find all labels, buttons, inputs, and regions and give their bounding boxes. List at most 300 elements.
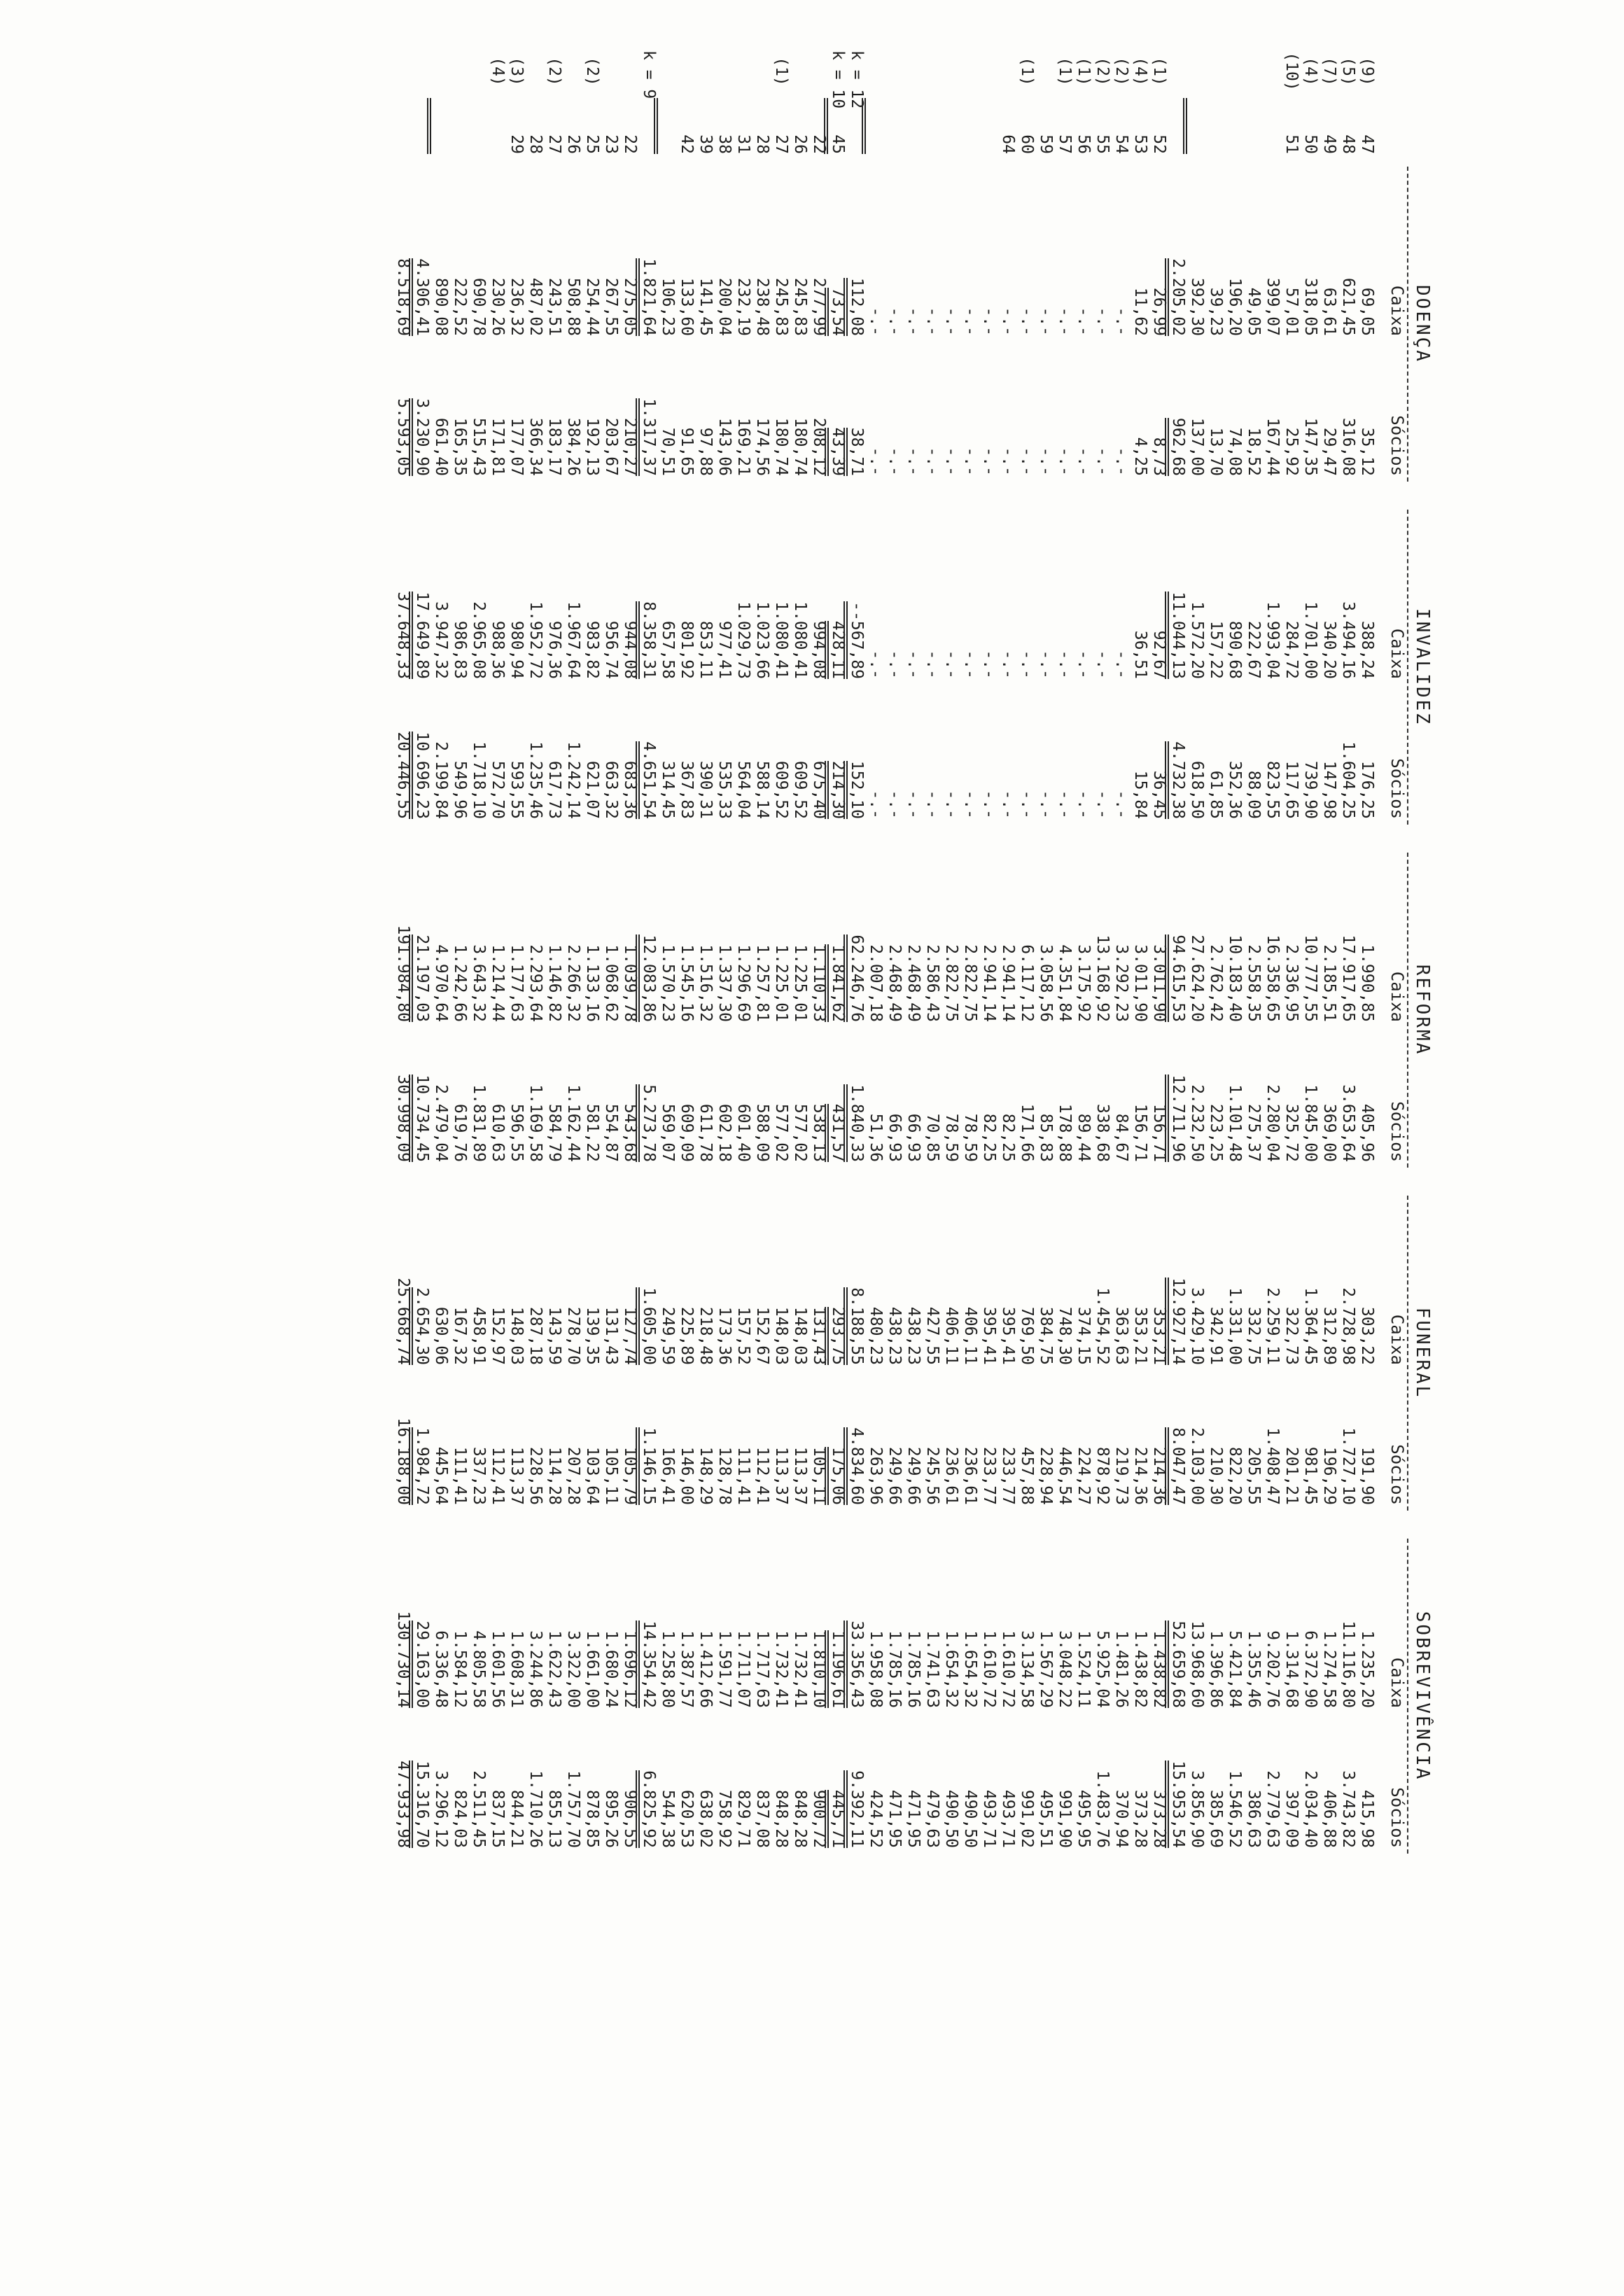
cell-socios <box>847 1714 866 1854</box>
cell-socios <box>545 685 564 825</box>
cell-caixa <box>923 1196 941 1371</box>
cell-socios <box>752 342 771 482</box>
cell-socios <box>979 1028 998 1168</box>
cell-caixa <box>677 167 696 342</box>
cell-value: 139,35 <box>583 1306 601 1365</box>
cell-caixa <box>1320 167 1338 342</box>
table-row <box>885 14 904 2233</box>
cell-socios <box>715 1028 734 1168</box>
cell-caixa <box>1282 853 1301 1028</box>
cell-caixa <box>1055 1196 1074 1371</box>
cell-caixa <box>677 1539 696 1714</box>
cell-value: 977,41 <box>715 620 734 679</box>
cell-socios <box>1017 1714 1036 1854</box>
cell-value: 1.840,33 <box>844 1084 866 1162</box>
row-label <box>941 14 960 167</box>
cell-value: 1.364,45 <box>1301 1287 1320 1365</box>
cell-caixa <box>620 510 639 685</box>
cell-caixa <box>904 1196 923 1371</box>
row-age-label <box>654 98 658 154</box>
cell-socios <box>450 1714 469 1854</box>
cell-value: -.- <box>980 447 998 476</box>
cell-socios <box>1357 685 1376 825</box>
cell-socios <box>1225 342 1244 482</box>
cell-value: 1.584,12 <box>451 1630 469 1708</box>
cell-socios <box>998 685 1017 825</box>
cell-caixa <box>1301 1196 1320 1371</box>
table-row <box>1074 14 1093 2233</box>
cell-caixa <box>431 510 450 685</box>
cell-socios <box>696 1028 715 1168</box>
cell-value: 1.068,62 <box>602 944 620 1022</box>
cell-value: 1.757,70 <box>564 1770 582 1848</box>
table-row <box>1055 14 1074 2233</box>
cell-value: 3.134,58 <box>1018 1630 1036 1708</box>
cell-caixa <box>412 510 431 685</box>
cell-value: -.- <box>886 307 904 336</box>
cell-socios <box>923 1714 941 1854</box>
cell-value: 233,77 <box>980 1446 998 1505</box>
cell-caixa <box>809 1196 828 1371</box>
cell-caixa <box>507 1539 526 1714</box>
cell-socios <box>658 1028 677 1168</box>
cell-value: 13,70 <box>1207 427 1225 476</box>
cell-value: --567,89 <box>844 601 866 679</box>
cell-socios <box>1036 1371 1055 1511</box>
cell-value: 312,89 <box>1320 1306 1338 1365</box>
cell-socios <box>639 1371 658 1511</box>
cell-caixa <box>1320 510 1338 685</box>
cell-caixa <box>696 167 715 342</box>
cell-socios <box>1093 342 1112 482</box>
cell-socios <box>752 1714 771 1854</box>
cell-caixa <box>866 1196 885 1371</box>
cell-value: 18,52 <box>1245 427 1263 476</box>
cell-caixa <box>960 853 979 1028</box>
cell-value: -.- <box>1056 307 1074 336</box>
cell-value: 490,50 <box>961 1789 979 1848</box>
cell-socios <box>866 1714 885 1854</box>
cell-value: 176,25 <box>1358 760 1376 819</box>
cell-value: 39,23 <box>1207 287 1225 336</box>
row-age-label: 31 <box>734 134 752 154</box>
row-label <box>923 14 941 167</box>
cell-value: -.- <box>1112 650 1130 679</box>
cell-value: 2.654,30 <box>409 1287 431 1365</box>
cell-socios <box>1074 1371 1093 1511</box>
row-age-label: 45 <box>824 98 847 154</box>
cell-value: 6.372,90 <box>1301 1630 1320 1708</box>
cell-value: 390,31 <box>696 760 715 819</box>
cell-caixa <box>809 167 828 342</box>
cell-value: 1.029,73 <box>734 601 752 679</box>
col-head-socios: Sócios <box>1387 1444 1407 1505</box>
cell-socios <box>828 1714 847 1854</box>
cell-caixa <box>1357 167 1376 342</box>
cell-socios <box>450 1028 469 1168</box>
cell-value: 630,06 <box>432 1306 450 1365</box>
cell-socios <box>1244 342 1263 482</box>
cell-value: 325,72 <box>1282 1103 1301 1162</box>
col-head-caixa: Caixa <box>1387 285 1407 336</box>
row-label <box>998 14 1017 167</box>
cell-caixa <box>1149 510 1168 685</box>
cell-socios <box>960 342 979 482</box>
cell-value: 1.741,63 <box>923 1630 941 1708</box>
row-label <box>620 14 639 167</box>
cell-value: 991,90 <box>1056 1789 1074 1848</box>
row-label <box>1338 14 1357 167</box>
cell-value: 49,05 <box>1245 287 1263 336</box>
cell-caixa <box>1282 510 1301 685</box>
cell-value: 661,40 <box>432 417 450 476</box>
cell-value: 3.230,90 <box>409 398 431 476</box>
cell-caixa <box>979 1539 998 1714</box>
cell-value: 15.316,70 <box>409 1760 431 1848</box>
cell-value: 66,93 <box>886 1113 904 1162</box>
cell-socios <box>1263 342 1282 482</box>
row-label <box>1093 14 1112 167</box>
row-age-label: 26 <box>791 134 809 154</box>
cell-value: 1.958,08 <box>867 1630 885 1708</box>
cell-value: 554,87 <box>602 1103 620 1162</box>
cell-value: 13.968,60 <box>1188 1620 1206 1708</box>
cell-value: 57,01 <box>1282 287 1301 336</box>
cell-socios <box>1112 1028 1130 1168</box>
cell-value: -.- <box>1112 307 1130 336</box>
cell-caixa <box>1187 1539 1206 1714</box>
cell-value: 303,22 <box>1358 1306 1376 1365</box>
cell-value: 236,61 <box>961 1446 979 1505</box>
cell-caixa <box>828 510 847 685</box>
cell-value: 609,09 <box>678 1103 696 1162</box>
cell-caixa <box>923 510 941 685</box>
cell-value: 577,02 <box>772 1103 790 1162</box>
cell-value: 569,07 <box>659 1103 677 1162</box>
cell-socios <box>734 1371 752 1511</box>
cell-value: 152,10 <box>844 761 866 819</box>
cell-socios <box>941 342 960 482</box>
cell-caixa <box>866 1539 885 1714</box>
cell-caixa <box>847 510 866 685</box>
table-row <box>677 14 696 2233</box>
cell-caixa <box>564 853 582 1028</box>
cell-socios <box>715 1371 734 1511</box>
cell-value: 1.396,86 <box>1207 1630 1225 1708</box>
cell-caixa <box>1130 1539 1149 1714</box>
cell-caixa <box>620 1539 639 1714</box>
cell-value: 17.649,89 <box>409 592 431 679</box>
cell-value: -.- <box>904 650 923 679</box>
cell-value: 105,11 <box>602 1446 620 1505</box>
cell-value: 238,48 <box>753 277 771 336</box>
cell-socios <box>1320 1028 1338 1168</box>
cell-value: 2.259,11 <box>1264 1287 1282 1365</box>
cell-socios <box>1149 1714 1168 1854</box>
cell-socios <box>923 1028 941 1168</box>
cell-value: 3.429,10 <box>1188 1287 1206 1365</box>
table-row <box>1036 14 1055 2233</box>
cell-value: 663,32 <box>602 760 620 819</box>
cell-caixa <box>866 510 885 685</box>
cell-value: 438,23 <box>904 1306 923 1365</box>
cell-value: 47.933,98 <box>394 1760 412 1848</box>
cell-value: 617,73 <box>545 760 564 819</box>
cell-value: -.- <box>1037 447 1055 476</box>
cell-value: 30.998,09 <box>394 1074 412 1162</box>
table-row <box>564 14 582 2233</box>
cell-socios <box>469 1371 488 1511</box>
cell-socios <box>1074 1028 1093 1168</box>
cell-socios <box>564 342 582 482</box>
cell-socios <box>507 1714 526 1854</box>
cell-socios <box>1036 1028 1055 1168</box>
cell-value: 1.696,12 <box>621 1630 639 1708</box>
cell-value: 10.183,40 <box>1226 934 1244 1022</box>
cell-value: 82,25 <box>999 1113 1017 1162</box>
cell-value: 278,70 <box>564 1306 582 1365</box>
cell-socios <box>393 1028 412 1168</box>
cell-value: -.- <box>1112 790 1130 819</box>
row-label <box>658 14 677 167</box>
cell-caixa <box>1338 167 1357 342</box>
cell-socios <box>526 342 545 482</box>
cell-caixa <box>696 1196 715 1371</box>
cell-socios <box>904 1371 923 1511</box>
cell-socios <box>771 1714 790 1854</box>
cell-caixa <box>1338 853 1357 1028</box>
cell-socios <box>658 342 677 482</box>
cell-socios <box>752 685 771 825</box>
cell-value: 340,20 <box>1320 620 1338 679</box>
cell-value: 980,94 <box>507 620 526 679</box>
cell-caixa <box>1301 853 1320 1028</box>
cell-socios <box>734 342 752 482</box>
row-label <box>960 14 979 167</box>
cell-value: 218,48 <box>696 1306 715 1365</box>
cell-socios <box>469 342 488 482</box>
row-age-label: 64 <box>999 134 1017 154</box>
cell-caixa <box>734 1539 752 1714</box>
cell-socios <box>734 1028 752 1168</box>
cell-value: 177,07 <box>507 417 526 476</box>
table-row <box>601 14 620 2233</box>
cell-value: 78,59 <box>961 1113 979 1162</box>
cell-value: 610,63 <box>489 1103 507 1162</box>
cell-caixa <box>1112 510 1130 685</box>
cell-value: 113,37 <box>507 1446 526 1505</box>
cell-value: 373,28 <box>1131 1789 1149 1848</box>
cell-value: 112,41 <box>489 1446 507 1505</box>
cell-caixa <box>658 510 677 685</box>
cell-value: 1.654,32 <box>942 1630 960 1708</box>
cell-value: 1.591,77 <box>715 1630 734 1708</box>
cell-caixa <box>1282 1196 1301 1371</box>
cell-value: 2.280,04 <box>1264 1084 1282 1162</box>
cell-value: 1.608,31 <box>507 1630 526 1708</box>
cell-value: 1.258,80 <box>659 1630 677 1708</box>
cell-caixa <box>526 853 545 1028</box>
cell-caixa <box>998 510 1017 685</box>
cell-caixa <box>1320 1196 1338 1371</box>
cell-caixa <box>828 1539 847 1714</box>
cell-value: 2.468,49 <box>904 944 923 1022</box>
cell-caixa <box>620 167 639 342</box>
cell-value: 2.586,43 <box>923 944 941 1022</box>
cell-value: 363,63 <box>1112 1306 1130 1365</box>
cell-value: 180,74 <box>772 417 790 476</box>
table-row <box>1130 14 1149 2233</box>
cell-value: 169,21 <box>734 417 752 476</box>
cell-socios <box>752 1028 771 1168</box>
cell-value: 844,21 <box>507 1789 526 1848</box>
cell-socios <box>431 1371 450 1511</box>
cell-socios <box>809 685 828 825</box>
cell-value: 191.984,80 <box>394 925 412 1022</box>
row-label <box>1017 14 1036 167</box>
row-count-label: (4) <box>1131 57 1149 86</box>
cell-value: 1.831,89 <box>470 1084 488 1162</box>
cell-value: 245,56 <box>923 1446 941 1505</box>
row-age-label: 26 <box>564 134 582 154</box>
cell-caixa <box>1338 1539 1357 1714</box>
cell-value: 5.593,05 <box>394 398 412 476</box>
cell-caixa <box>526 167 545 342</box>
cell-value: -.- <box>1093 790 1112 819</box>
cell-value: 683,36 <box>621 760 639 819</box>
cell-caixa <box>526 1539 545 1714</box>
cell-value: 3.011,90 <box>1131 944 1149 1022</box>
cell-value: 89,44 <box>1074 1113 1093 1162</box>
subtotal-row <box>412 14 431 2233</box>
cell-socios <box>828 342 847 482</box>
cell-socios <box>526 1714 545 1854</box>
cell-socios <box>809 1714 828 1854</box>
row-label <box>1074 14 1093 167</box>
row-label <box>469 14 488 167</box>
cell-value: 147,35 <box>1301 417 1320 476</box>
cell-value: 493,71 <box>980 1789 998 1848</box>
row-label <box>488 14 507 167</box>
row-label <box>752 14 771 167</box>
cell-socios <box>1357 1028 1376 1168</box>
cell-socios <box>828 1371 847 1511</box>
cell-value: 508,88 <box>564 277 582 336</box>
cell-socios <box>1206 342 1225 482</box>
cell-value: 232,19 <box>734 277 752 336</box>
cell-caixa <box>696 510 715 685</box>
cell-value: 214,36 <box>1131 1446 1149 1505</box>
cell-value: 94.615,53 <box>1165 934 1187 1022</box>
cell-value: 174,56 <box>753 417 771 476</box>
cell-socios <box>904 1028 923 1168</box>
cell-value: 1.242,14 <box>564 741 582 819</box>
cell-caixa <box>1036 1539 1055 1714</box>
cell-value: 3.048,22 <box>1056 1630 1074 1708</box>
cell-socios <box>1036 342 1055 482</box>
cell-value: 1.355,46 <box>1245 1630 1263 1708</box>
row-age-label: 55 <box>1093 134 1112 154</box>
cell-socios <box>941 685 960 825</box>
cell-socios <box>1149 1371 1168 1511</box>
cell-value: 33.356,43 <box>844 1620 866 1708</box>
row-count-label: (4) <box>489 57 507 86</box>
cell-value: 543,68 <box>621 1103 639 1162</box>
cell-value: 275,05 <box>621 277 639 336</box>
cell-socios <box>582 1028 601 1168</box>
cell-value: 2.822,75 <box>942 944 960 1022</box>
cell-value: 6.825,92 <box>636 1770 658 1848</box>
cell-caixa <box>941 1539 960 1714</box>
cell-caixa <box>923 853 941 1028</box>
cell-value: 1.177,63 <box>507 944 526 1022</box>
cell-socios <box>1301 1371 1320 1511</box>
cell-caixa <box>1263 510 1282 685</box>
cell-caixa <box>564 1539 582 1714</box>
cell-value: 196,20 <box>1226 277 1244 336</box>
cell-caixa <box>658 853 677 1028</box>
cell-value: 205,55 <box>1245 1446 1263 1505</box>
cell-caixa <box>545 853 564 1028</box>
cell-value: 37.648,33 <box>394 592 412 679</box>
cell-value: 337,23 <box>470 1446 488 1505</box>
row-age-label: 28 <box>526 134 545 154</box>
cell-caixa <box>809 510 828 685</box>
cell-value: 131,43 <box>602 1306 620 1365</box>
row-age-label: 57 <box>1056 134 1074 154</box>
cell-caixa <box>1338 1196 1357 1371</box>
cell-value: 111,41 <box>734 1446 752 1505</box>
cell-caixa <box>450 167 469 342</box>
cell-socios <box>1206 1371 1225 1511</box>
cell-value: 690,78 <box>470 277 488 336</box>
cell-socios <box>1263 1714 1282 1854</box>
cell-value: 353,21 <box>1131 1306 1149 1365</box>
cell-caixa <box>1244 1539 1263 1714</box>
cell-value: 1.845,00 <box>1301 1084 1320 1162</box>
cell-value: 620,53 <box>678 1789 696 1848</box>
cell-socios <box>734 685 752 825</box>
cell-socios <box>507 685 526 825</box>
cell-caixa <box>960 510 979 685</box>
cell-value: 8.358,31 <box>636 601 658 679</box>
cell-value: 1.654,32 <box>961 1630 979 1708</box>
cell-value: 196,29 <box>1320 1446 1338 1505</box>
row-label <box>526 14 545 167</box>
cell-socios <box>564 1028 582 1168</box>
cell-value: 293,75 <box>825 1307 847 1365</box>
cell-socios <box>790 1714 809 1854</box>
subtotal-row <box>1168 14 1187 2233</box>
table-row <box>469 14 488 2233</box>
cell-caixa <box>1244 167 1263 342</box>
cell-value: 837,15 <box>489 1789 507 1848</box>
cell-socios <box>923 1371 941 1511</box>
cell-value: 983,82 <box>583 620 601 679</box>
cell-value: 906,55 <box>621 1789 639 1848</box>
cell-value: 210,27 <box>621 417 639 476</box>
row-age-label <box>427 98 431 154</box>
row-age-label: 39 <box>696 134 715 154</box>
cell-caixa <box>431 167 450 342</box>
cell-value: 201,21 <box>1282 1446 1301 1505</box>
cell-socios <box>960 685 979 825</box>
cell-socios <box>885 1028 904 1168</box>
cell-value: 619,76 <box>451 1103 469 1162</box>
cell-caixa <box>941 167 960 342</box>
cell-value: 11,62 <box>1131 287 1149 336</box>
cell-value: 82,25 <box>980 1113 998 1162</box>
